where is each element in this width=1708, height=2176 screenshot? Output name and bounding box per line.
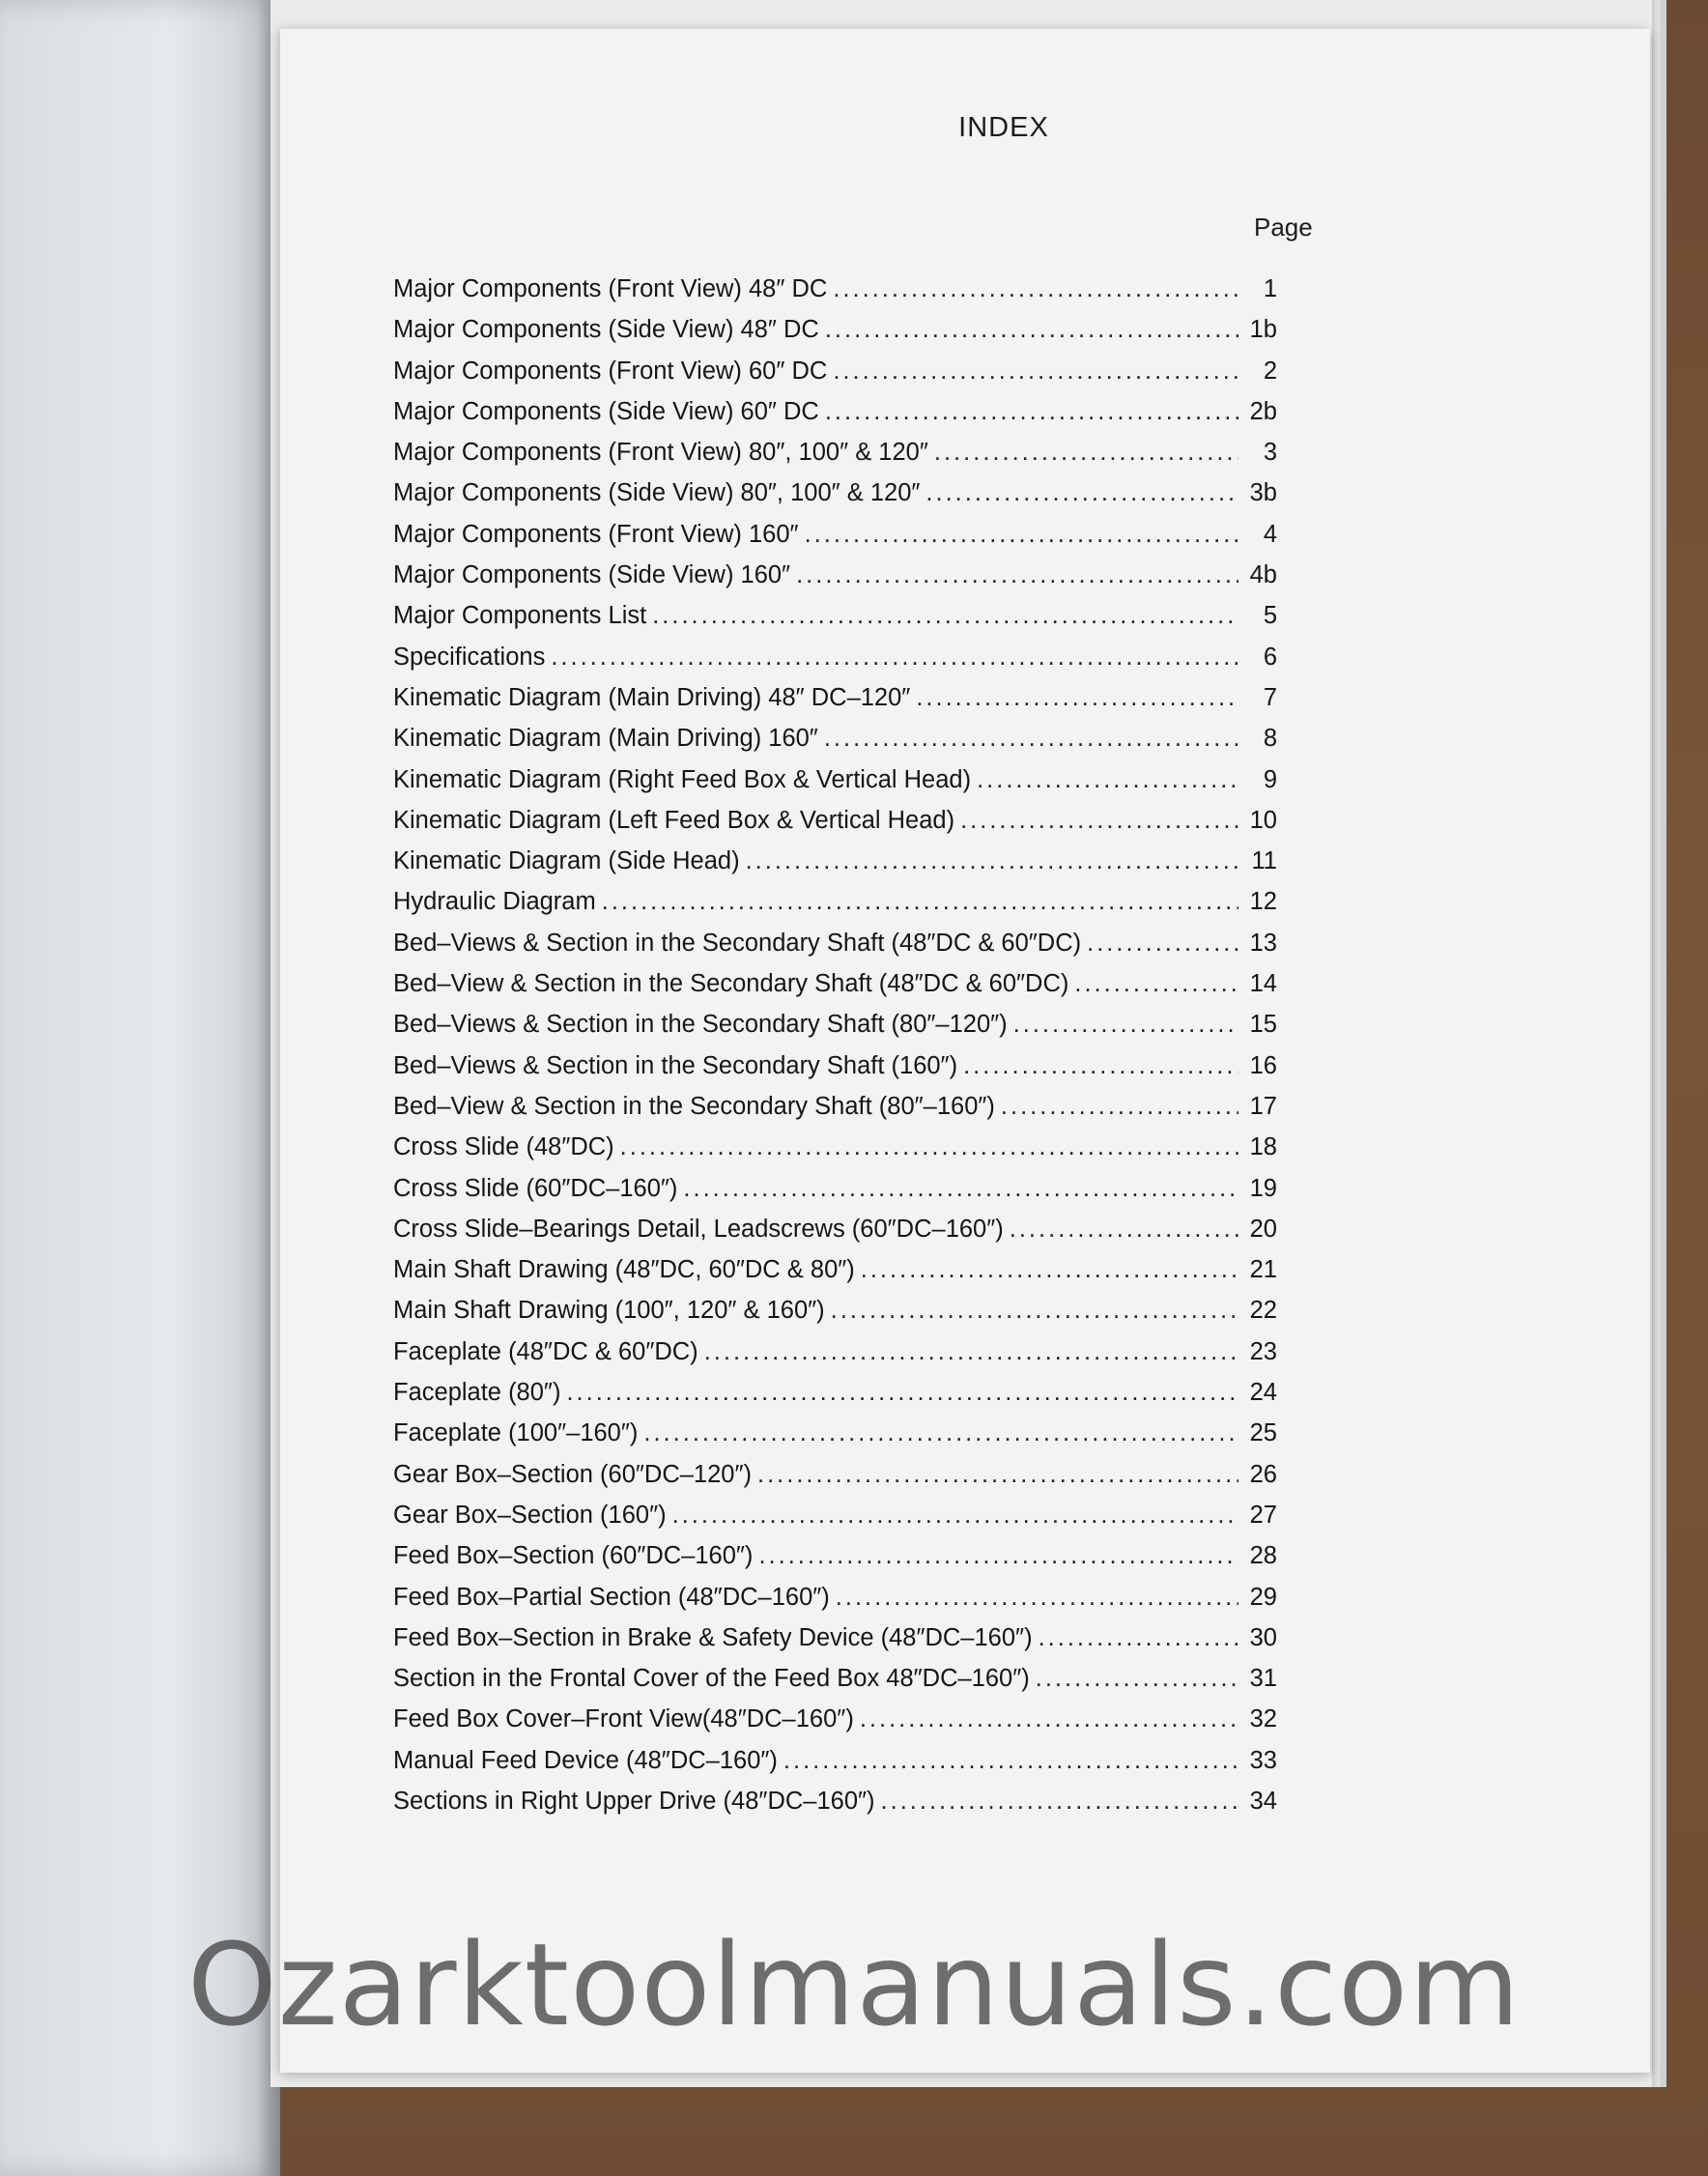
toc-entry-page: 5 <box>1263 602 1277 630</box>
toc-entry-label: Kinematic Diagram (Main Driving) 48″ DC–120″ <box>393 683 911 711</box>
page-column-header: Page <box>1254 213 1313 242</box>
toc-entry-page: 6 <box>1263 643 1277 671</box>
toc-entry <box>393 847 1277 888</box>
toc-entry-page: 10 <box>1249 806 1277 834</box>
toc-entry <box>393 1665 1277 1705</box>
toc-leader-dots <box>620 1133 1238 1161</box>
toc-entry-page: 4b <box>1249 561 1277 589</box>
toc-entry <box>393 1216 1277 1256</box>
toc-entry <box>393 1256 1277 1297</box>
toc-leader-dots <box>861 1256 1238 1284</box>
toc-entry <box>393 1624 1277 1665</box>
toc-entry <box>393 561 1277 602</box>
toc-entry-page: 8 <box>1263 725 1277 753</box>
left-facing-page <box>0 0 280 2176</box>
toc-entry-page: 12 <box>1249 888 1277 916</box>
toc-entry-page: 22 <box>1249 1297 1277 1325</box>
toc-entry-page: 3 <box>1263 439 1277 467</box>
toc-entry <box>393 970 1277 1011</box>
toc-leader-dots <box>746 847 1238 875</box>
toc-leader-dots <box>831 1297 1238 1325</box>
toc-entry-label: Feed Box–Section in Brake & Safety Device (48″DC–160″) <box>393 1623 1033 1651</box>
toc-entry-label: Section in the Frontal Cover of the Feed Box 48″DC–160″) <box>393 1665 1030 1693</box>
index-page <box>280 29 1650 2073</box>
toc-leader-dots <box>934 439 1238 467</box>
toc-entry-page: 17 <box>1249 1092 1277 1120</box>
toc-entry-page: 33 <box>1249 1746 1277 1774</box>
toc-entry-label: Kinematic Diagram (Right Feed Box & Vertical Head) <box>393 765 972 793</box>
toc-entry-page: 9 <box>1263 765 1277 793</box>
toc-leader-dots <box>825 316 1238 344</box>
toc-entry-page: 7 <box>1263 683 1277 711</box>
toc-entry-label: Hydraulic Diagram <box>393 888 596 916</box>
toc-entry-label: Feed Box Cover–Front View(48″DC–160″) <box>393 1705 854 1733</box>
toc-entry-label: Major Components (Side View) 60″ DC <box>393 397 819 425</box>
toc-entry-label: Gear Box–Section (60″DC–120″) <box>393 1460 752 1488</box>
page-title: INDEX <box>958 112 1049 143</box>
toc-entry-label: Major Components (Front View) 160″ <box>393 520 799 548</box>
toc-entry-page: 16 <box>1249 1051 1277 1079</box>
toc-entry <box>393 1502 1277 1542</box>
toc-entry-page: 23 <box>1249 1337 1277 1365</box>
toc-entry <box>393 888 1277 929</box>
toc-entry <box>393 1584 1277 1624</box>
toc-leader-dots <box>704 1338 1238 1366</box>
toc-entry <box>393 602 1277 643</box>
toc-entry-label: Major Components (Side View) 48″ DC <box>393 316 819 344</box>
toc-leader-dots <box>672 1502 1238 1530</box>
toc-entry-label: Cross Slide (48″DC) <box>393 1133 614 1161</box>
toc-entry-label: Cross Slide–Bearings Detail, Leadscrews (60″DC–160″) <box>393 1215 1004 1243</box>
toc-entry <box>393 1705 1277 1746</box>
toc-entry-page: 19 <box>1249 1174 1277 1202</box>
toc-entry-page: 25 <box>1249 1419 1277 1447</box>
toc-entry-page: 28 <box>1249 1542 1277 1570</box>
toc-entry-page: 2b <box>1249 397 1277 425</box>
toc-entry <box>393 1338 1277 1379</box>
toc-entry <box>393 316 1277 357</box>
toc-entry <box>393 1133 1277 1174</box>
toc-entry-label: Major Components (Front View) 80″, 100″ & 120″ <box>393 439 928 467</box>
toc-leader-dots <box>824 725 1238 753</box>
toc-entry-page: 27 <box>1249 1501 1277 1529</box>
toc-entry-page: 20 <box>1249 1215 1277 1243</box>
toc-entry <box>393 1788 1277 1828</box>
toc-entry <box>393 1093 1277 1133</box>
toc-entry <box>393 1175 1277 1216</box>
toc-leader-dots <box>860 1705 1238 1733</box>
toc-entry-label: Major Components (Front View) 60″ DC <box>393 357 828 385</box>
toc-entry-label: Bed–Views & Section in the Secondary Shaft (160″) <box>393 1051 958 1079</box>
toc-entry-label: Gear Box–Section (160″) <box>393 1501 667 1529</box>
toc-entry-page: 3b <box>1249 479 1277 507</box>
toc-entry-label: Specifications <box>393 643 546 671</box>
toc-leader-dots <box>758 1542 1238 1570</box>
toc-entry <box>393 521 1277 561</box>
toc-entry <box>393 1747 1277 1788</box>
toc-entry-page: 1b <box>1249 316 1277 344</box>
toc-entry <box>393 766 1277 807</box>
toc-entry-label: Cross Slide (60″DC–160″) <box>393 1174 678 1202</box>
toc-entry <box>393 1011 1277 1051</box>
toc-entry-label: Major Components List <box>393 602 647 630</box>
toc-leader-dots <box>1039 1624 1238 1652</box>
toc-entry-label: Feed Box–Section (60″DC–160″) <box>393 1542 754 1570</box>
toc-entry-label: Faceplate (80″) <box>393 1379 561 1407</box>
toc-entry-label: Main Shaft Drawing (48″DC, 60″DC & 80″) <box>393 1256 855 1284</box>
toc-leader-dots <box>1074 970 1238 998</box>
toc-leader-dots <box>963 1052 1238 1080</box>
toc-entry <box>393 1297 1277 1337</box>
toc-entry <box>393 1461 1277 1502</box>
toc-leader-dots <box>683 1175 1238 1203</box>
toc-entry <box>393 275 1277 316</box>
toc-entry-page: 1 <box>1263 275 1277 302</box>
toc-entry <box>393 1052 1277 1093</box>
toc-entry-page: 26 <box>1249 1460 1277 1488</box>
toc-entry <box>393 684 1277 725</box>
toc-leader-dots <box>1010 1216 1238 1244</box>
toc-entry <box>393 725 1277 765</box>
toc-entry-page: 4 <box>1263 520 1277 548</box>
toc-entry-label: Sections in Right Upper Drive (48″DC–160″) <box>393 1787 875 1815</box>
toc-entry-page: 11 <box>1251 847 1277 875</box>
toc-leader-dots <box>833 358 1238 386</box>
toc-entry-label: Kinematic Diagram (Side Head) <box>393 847 740 875</box>
toc-leader-dots <box>757 1461 1238 1489</box>
toc-entry-label: Faceplate (48″DC & 60″DC) <box>393 1337 698 1365</box>
toc-entry-page: 14 <box>1249 970 1277 998</box>
toc-leader-dots <box>805 521 1238 549</box>
toc-entry <box>393 398 1277 439</box>
toc-entry-label: Kinematic Diagram (Main Driving) 160″ <box>393 725 818 753</box>
toc-entry <box>393 479 1277 520</box>
toc-leader-dots <box>643 1419 1238 1447</box>
toc-entry <box>393 807 1277 847</box>
toc-entry-label: Major Components (Front View) 48″ DC <box>393 275 828 302</box>
toc-entry <box>393 358 1277 398</box>
toc-entry-page: 29 <box>1249 1583 1277 1611</box>
toc-entry <box>393 644 1277 684</box>
toc-leader-dots <box>825 398 1238 426</box>
toc-leader-dots <box>796 561 1238 589</box>
toc-leader-dots <box>602 888 1238 916</box>
toc-entry-label: Major Components (Side View) 160″ <box>393 561 791 589</box>
toc-entry-page: 32 <box>1249 1705 1277 1733</box>
toc-entry-page: 21 <box>1249 1256 1277 1284</box>
toc-entry-label: Manual Feed Device (48″DC–160″) <box>393 1746 778 1774</box>
toc-leader-dots <box>551 644 1238 672</box>
toc-leader-dots <box>1036 1665 1238 1693</box>
toc-entry-page: 31 <box>1249 1665 1277 1693</box>
watermark: Ozarktoolmanuals.com <box>186 1918 1522 2051</box>
toc-entry-label: Bed–View & Section in the Secondary Shaft (48″DC & 60″DC) <box>393 970 1069 998</box>
toc-entry-label: Bed–Views & Section in the Secondary Shaft (48″DC & 60″DC) <box>393 929 1082 957</box>
toc-entry-page: 15 <box>1249 1011 1277 1039</box>
toc-leader-dots <box>652 602 1238 630</box>
toc-entry <box>393 1379 1277 1419</box>
toc-leader-dots <box>1001 1093 1238 1121</box>
toc-leader-dots <box>566 1379 1238 1407</box>
toc-entry <box>393 1542 1277 1583</box>
toc-leader-dots <box>925 479 1238 507</box>
toc-entry-page: 30 <box>1249 1623 1277 1651</box>
toc-entry <box>393 1419 1277 1460</box>
toc-entry-label: Major Components (Side View) 80″, 100″ & 120″ <box>393 479 921 507</box>
toc-leader-dots <box>836 1584 1238 1612</box>
toc-leader-dots <box>916 684 1238 712</box>
toc-entry-label: Feed Box–Partial Section (48″DC–160″) <box>393 1583 830 1611</box>
toc-leader-dots <box>881 1788 1238 1816</box>
toc-entry-label: Kinematic Diagram (Left Feed Box & Vertical Head) <box>393 806 955 834</box>
toc-entry-label: Main Shaft Drawing (100″, 120″ & 160″) <box>393 1297 825 1325</box>
toc-entry <box>393 930 1277 970</box>
toc-entry <box>393 439 1277 479</box>
toc-entry-label: Faceplate (100″–160″) <box>393 1419 639 1447</box>
toc-entry-page: 34 <box>1249 1787 1277 1815</box>
toc-leader-dots <box>783 1747 1238 1775</box>
toc-entry-page: 2 <box>1263 357 1277 385</box>
toc-leader-dots <box>833 275 1238 303</box>
toc-leader-dots <box>960 807 1238 835</box>
toc-entry-page: 24 <box>1249 1379 1277 1407</box>
toc-entry-page: 13 <box>1249 929 1277 957</box>
toc-entry-page: 18 <box>1249 1133 1277 1161</box>
toc-leader-dots <box>977 766 1238 794</box>
toc-leader-dots <box>1087 930 1238 958</box>
toc-entry-label: Bed–View & Section in the Secondary Shaft (80″–160″) <box>393 1092 995 1120</box>
toc-leader-dots <box>1013 1011 1238 1039</box>
toc-entry-label: Bed–Views & Section in the Secondary Shaft (80″–120″) <box>393 1011 1008 1039</box>
table-of-contents <box>393 275 1277 1828</box>
